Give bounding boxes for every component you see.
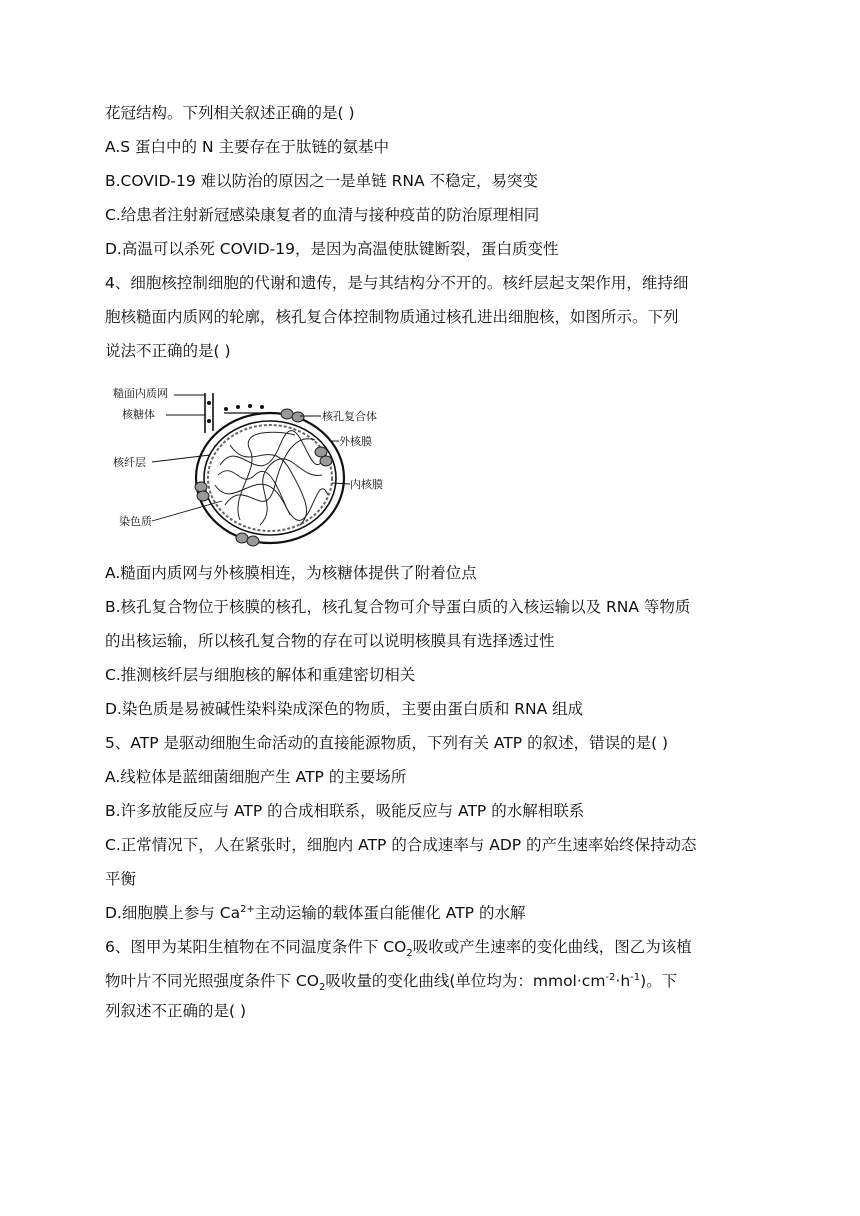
question-4-stem: 4、细胞核控制细胞的代谢和遗传，是与其结构分不开的。核纤层起支架作用，维持细 <box>105 274 689 292</box>
option-a-q3: A.S 蛋白中的 N 主要存在于肽链的氨基中 <box>105 138 389 156</box>
question-4-stem-end: 说法不正确的是( ) <box>105 342 231 360</box>
pore-complex <box>247 536 259 546</box>
text-span: )。下 <box>640 972 678 990</box>
label-pore-complex: 核孔复合体 <box>322 410 377 423</box>
question-5-stem: 5、ATP 是驱动细胞生命活动的直接能源物质，下列有关 ATP 的叙述，错误的是( ) <box>105 734 669 752</box>
option-b-q3: B.COVID-19 难以防治的原因之一是单链 RNA 不稳定，易突变 <box>105 172 538 190</box>
option-b-q5: B.许多放能反应与 ATP 的合成相联系，吸能反应与 ATP 的水解相联系 <box>105 802 585 820</box>
label-ribosome: 核糖体 <box>122 408 155 421</box>
option-c-q3: C.给患者注射新冠感染康复者的血清与接种疫苗的防治原理相同 <box>105 206 540 224</box>
option-c-q5-cont: 平衡 <box>105 870 137 888</box>
ribosome-dot <box>207 419 211 423</box>
option-d-q5 <box>105 903 525 923</box>
text-span: D.细胞膜上参与 Ca <box>105 904 241 922</box>
subscript: 2 <box>406 948 413 960</box>
superscript: -1 <box>630 971 641 983</box>
inner-membrane <box>204 421 336 535</box>
chromatin-strand <box>218 471 290 515</box>
superscript: -2 <box>605 971 616 983</box>
subscript: 2 <box>318 982 326 994</box>
pore-complex <box>236 533 248 543</box>
pore-complex <box>315 447 327 457</box>
ribosome-dot <box>248 404 252 408</box>
question-6-stem-end: 列叙述不正确的是( ) <box>105 1002 247 1020</box>
text-span: 6、图甲为某阳生植物在不同温度条件下 CO <box>105 938 407 956</box>
label-outer-membrane: 外核膜 <box>339 435 372 448</box>
option-a-q4: A.糙面内质网与外核膜相连，为核糖体提供了附着位点 <box>105 564 477 582</box>
question-6-stem <box>105 937 692 960</box>
ribosome-dot <box>236 405 240 409</box>
question-4-stem-cont: 胞核糙面内质网的轮廓，核孔复合体控制物质通过核孔进出细胞核，如图所示。下列 <box>105 308 679 326</box>
pore-complex <box>281 409 293 419</box>
superscript: 2+ <box>240 903 255 915</box>
question-6-stem-cont <box>105 971 678 994</box>
label-rough-er: 糙面内质网 <box>113 387 168 400</box>
ribosome-dot <box>224 407 228 411</box>
text-span: 吸收量的变化曲线(单位均为：mmol·cm <box>325 972 606 990</box>
pore-complex <box>195 482 207 492</box>
text-line: 花冠结构。下列相关叙述正确的是( ) <box>105 104 355 122</box>
nuclear-lamina <box>208 425 332 531</box>
option-a-q5: A.线粒体是蓝细菌细胞产生 ATP 的主要场所 <box>105 768 407 786</box>
label-chromatin: 染色质 <box>119 515 152 528</box>
chromatin-strand <box>225 439 315 505</box>
text-span: 吸收或产生速率的变化曲线，图乙为该植 <box>412 938 692 956</box>
label-nuclear-lamina: 核纤层 <box>113 456 146 469</box>
leader-line <box>332 483 350 484</box>
ribosome-dot <box>260 405 264 409</box>
pore-complex <box>320 456 332 466</box>
ribosome-dot <box>207 401 211 405</box>
option-b-q4: B.核孔复合物位于核膜的核孔，核孔复合物可介导蛋白质的入核运输以及 RNA 等物质 <box>105 598 691 616</box>
leader-line <box>152 455 210 462</box>
text-span: 物叶片不同光照强度条件下 CO <box>105 972 319 990</box>
nucleus-diagram <box>110 375 400 555</box>
option-d-q3: D.高温可以杀死 COVID-19，是因为高温使肽键断裂，蛋白质变性 <box>105 240 559 258</box>
pore-complex <box>197 491 209 501</box>
chromatin-strand <box>215 484 328 520</box>
pore-complex <box>292 412 304 422</box>
text-span: ·h <box>615 972 631 990</box>
text-span: 主动运输的载体蛋白能催化 ATP 的水解 <box>254 904 526 922</box>
label-inner-membrane: 内核膜 <box>350 478 383 491</box>
option-d-q4: D.染色质是易被碱性染料染成深色的物质，主要由蛋白质和 RNA 组成 <box>105 700 584 718</box>
option-c-q4: C.推测核纤层与细胞核的解体和重建密切相关 <box>105 666 416 684</box>
chromatin-strand <box>230 445 307 525</box>
option-b-q4-cont: 的出核运输，所以核孔复合物的存在可以说明核膜具有选择透过性 <box>105 632 555 650</box>
option-c-q5: C.正常情况下，人在紧张时，细胞内 ATP 的合成速率与 ADP 的产生速率始终保持动态 <box>105 836 697 854</box>
